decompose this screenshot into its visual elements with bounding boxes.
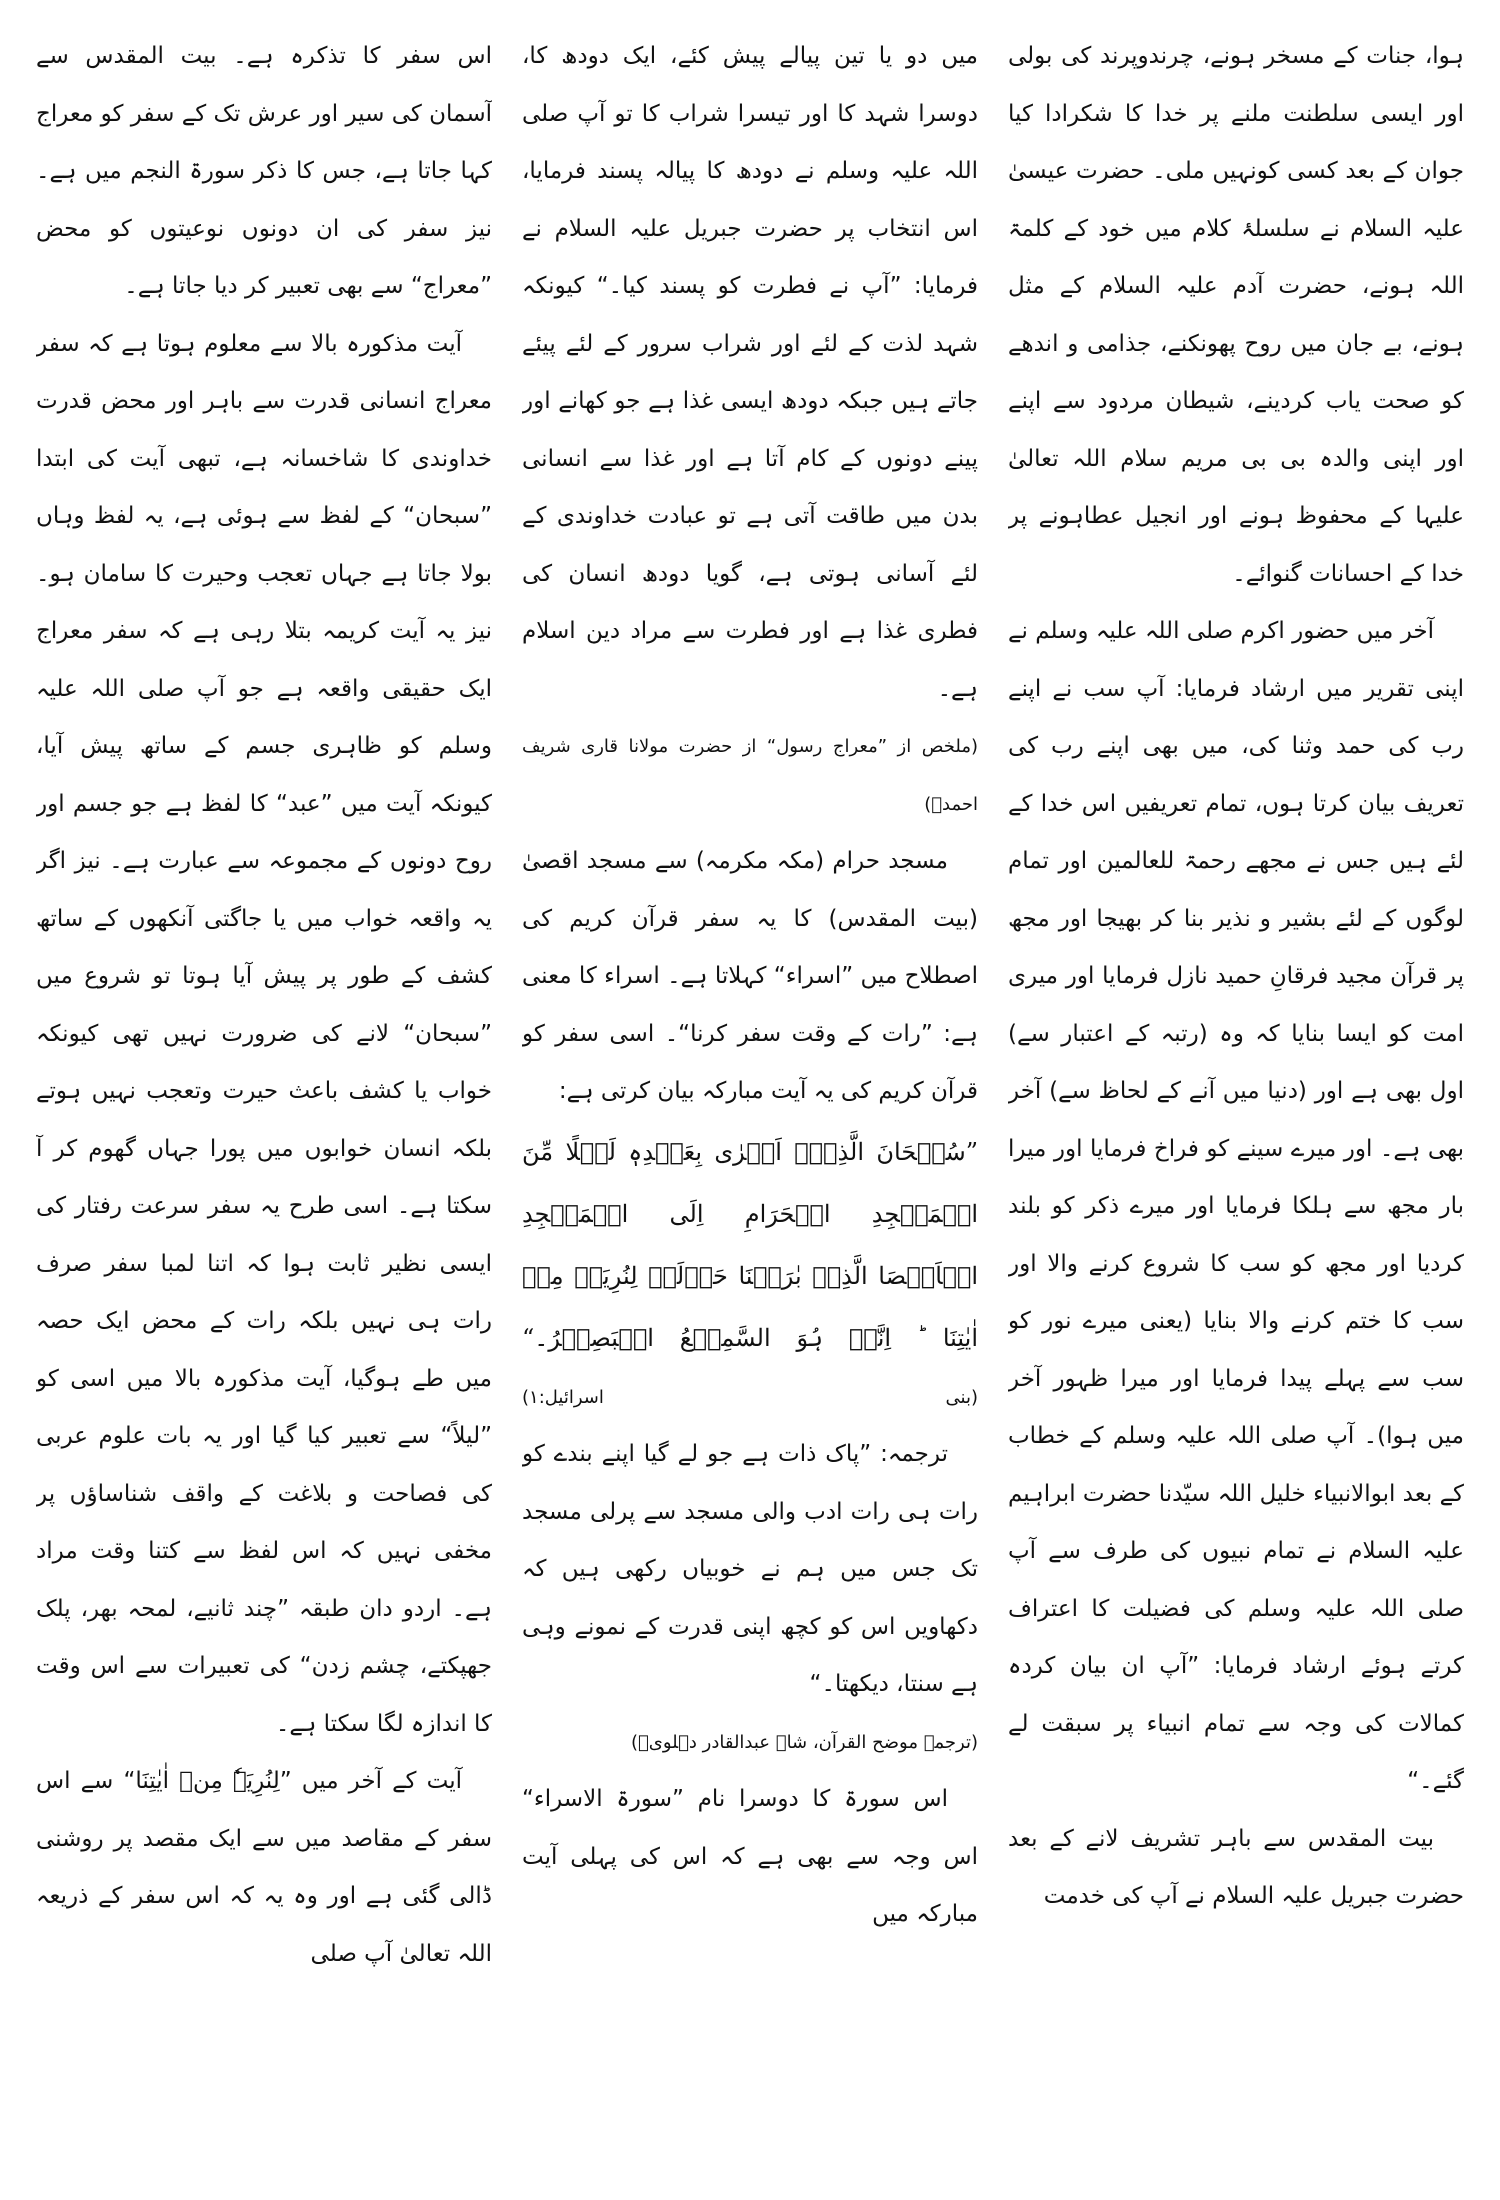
source-citation: (ملخص از ”معراج رسول“ از حضرت مولانا قاری شریف احمدؒ) [522,736,978,815]
paragraph: آیت کے آخر میں ”لِنُرِیَہٗ مِنۡ اٰیٰتِنَا“ سے اس سفر کے مقاصد میں سے ایک مقصد پر روشنی ڈالی گئی ہے اور وہ یہ کہ اس سفر کے ذریعہ اللہ تعالیٰ آپ صلی [36,1768,492,1967]
column-left [36,28,492,2178]
column-right [1008,28,1464,2178]
translation-citation: (ترجمہ موضح القرآن، شاہ عبدالقادر دہلویؒ) [630,1731,978,1753]
paragraph: ہوا، جنات کے مسخر ہونے، چرندوپرند کی بولی اور ایسی سلطنت ملنے پر خدا کا شکرادا کیا جوان کے بعد کسی کونہیں ملی۔ حضرت عیسیٰ علیہ السلام نے سلسلۂ کلام میں خود کے کلمۃ اللہ ہونے، حضرت آدم علیہ السلام کے مثل ہونے، بے جان میں روح پھونکنے، جذامی و اندھے کو صحت یاب کردینے، شیطان مردود سے اپنے اور اپنی والدہ بی بی مریم سلام اللہ تعالیٰ علیہا کے محفوظ ہونے اور انجیل عطاہونے پر خدا کے احسانات گنوائے۔ [1008,43,1464,587]
verse-translation: ترجمہ: ”پاک ذات ہے جو لے گیا اپنے بندے کو رات ہی رات ادب والی مسجد سے پرلی مسجد تک جس میں ہم نے خوبیاں رکھی ہیں کہ دکھاویں اس کو کچھ اپنی قدرت کے نمونے وہی ہے سنتا، دیکھتا۔“ [522,1441,978,1697]
verse-reference: (بنی اسرائیل:۱) [522,1386,978,1408]
paragraph: اس سفر کا تذکرہ ہے۔ بیت المقدس سے آسمان کی سیر اور عرش تک کے سفر کو معراج کہا جاتا ہے، جس کا ذکر سورۃ النجم میں ہے۔ نیز سفر کی ان دونوں نوعیتوں کو محض ”معراج“ سے بھی تعبیر کر دیا جاتا ہے۔ [36,43,492,299]
quran-verse: ”سُبۡحَانَ الَّذِیۡۤ اَسۡرٰی بِعَبۡدِہٖ لَیۡلًا مِّنَ الۡمَسۡجِدِ الۡحَرَامِ اِلَی الۡمَسۡجِدِ الۡاَقۡصَا الَّذِیۡ بٰرَکۡنَا حَوۡلَہٗ لِنُرِیَہٗ مِنۡ اٰیٰتِنَا ؕ اِنَّہٗ ہُوَ السَّمِیۡعُ الۡبَصِیۡرُ۔“ [522,1137,978,1352]
paragraph: میں دو یا تین پیالے پیش کئے، ایک دودھ کا، دوسرا شہد کا اور تیسرا شراب کا تو آپ صلی اللہ علیہ وسلم نے دودھ کا پیالہ پسند فرمایا، اس انتخاب پر حضرت جبریل علیہ السلام نے فرمایا: ”آپ نے فطرت کو پسند کیا۔“ کیونکہ شہد لذت کے لئے اور شراب سرور کے لئے پیئے جاتے ہیں جبکہ دودھ ایسی غذا ہے جو کھانے اور پینے دونوں کے کام آتا ہے اور غذا سے انسانی بدن میں طاقت آتی ہے تو عبادت خداوندی کے لئے آسانی ہوتی ہے، گویا دودھ انسان کی فطری غذا ہے اور فطرت سے مراد دین اسلام ہے۔ [522,43,978,702]
paragraph: بیت المقدس سے باہر تشریف لانے کے بعد حضرت جبریل علیہ السلام نے آپ کی خدمت [1008,1825,1464,1909]
paragraph: اس سورۃ کا دوسرا نام ”سورۃ الاسراء“ اس وجہ سے بھی ہے کہ اس کی پہلی آیت مبارکہ میں [522,1786,978,1927]
column-middle [522,28,978,2178]
paragraph: آیت مذکورہ بالا سے معلوم ہوتا ہے کہ سفر معراج انسانی قدرت سے باہر اور محض قدرت خداوندی کا شاخسانہ ہے، تبھی آیت کی ابتدا ”سبحان“ کے لفظ سے ہوئی ہے، یہ لفظ وہاں بولا جاتا ہے جہاں تعجب وحیرت کا سامان ہو۔ نیز یہ آیت کریمہ بتلا رہی ہے کہ سفر معراج ایک حقیقی واقعہ ہے جو آپ صلی اللہ علیہ وسلم کو ظاہری جسم کے ساتھ پیش آیا، کیونکہ آیت میں ”عبد“ کا لفظ ہے جو جسم اور روح دونوں کے مجموعہ سے عبارت ہے۔ نیز اگر یہ واقعہ خواب میں یا جاگتی آنکھوں کے ساتھ کشف کے طور پر پیش آیا ہوتا تو شروع میں ”سبحان“ لانے کی ضرورت نہیں تھی کیونکہ خواب یا کشف باعث حیرت وتعجب نہیں ہوتے بلکہ انسان خوابوں میں پورا جہاں گھوم کر آ سکتا ہے۔ اسی طرح یہ سفر سرعت رفتار کی ایسی نظیر ثابت ہوا کہ اتنا لمبا سفر صرف رات ہی نہیں بلکہ رات کے محض ایک حصہ میں طے ہوگیا، آیت مذکورہ بالا میں اسی کو ”لیلاً“ سے تعبیر کیا گیا اور یہ بات علوم عربی کی فصاحت و بلاغت کے واقف شناساؤں پر مخفی نہیں کہ اس لفظ سے کتنا وقت مراد ہے۔ اردو دان طبقہ ”چند ثانیے، لمحہ بھر، پلک جھپکتے، چشم زدن“ کی تعبیرات سے اس وقت کا اندازہ لگا سکتا ہے۔ [36,330,492,1737]
paragraph: آخر میں حضور اکرم صلی اللہ علیہ وسلم نے اپنی تقریر میں ارشاد فرمایا: آپ سب نے اپنے رب کی حمد وثنا کی، میں بھی اپنے رب کی تعریف بیان کرتا ہوں، تمام تعریفیں اس خدا کے لئے ہیں جس نے مجھے رحمۃ للعالمین اور تمام لوگوں کے لئے بشیر و نذیر بنا کر بھیجا اور مجھ پر قرآن مجید فرقانِ حمید نازل فرمایا اور میری امت کو ایسا بنایا کہ وہ (رتبہ کے اعتبار سے) اول بھی ہے اور (دنیا میں آنے کے لحاظ سے) آخر بھی ہے۔ اور میرے سینے کو فراخ فرمایا اور میرا بار مجھ سے ہلکا فرمایا اور میرے ذکر کو بلند کردیا اور مجھ کو سب کا شروع کرنے والا اور سب کا ختم کرنے والا بنایا (یعنی میرے نور کو سب سے پہلے پیدا فرمایا اور میرا ظہور آخر میں ہوا)۔ آپ صلی اللہ علیہ وسلم کے خطاب کے بعد ابوالانبیاء خلیل اللہ سیّدنا حضرت ابراہیم علیہ السلام نے تمام نبیوں کی طرف سے آپ صلی اللہ علیہ وسلم کی فضیلت کا اعتراف کرتے ہوئے ارشاد فرمایا: ”آپ ان بیان کردہ کمالات کی وجہ سے تمام انبیاء پر سبقت لے گئے۔“ [1008,618,1464,1794]
paragraph: مسجد حرام (مکہ مکرمہ) سے مسجد اقصیٰ (بیت المقدس) کا یہ سفر قرآن کریم کی اصطلاح میں ”اسراء“ کہلاتا ہے۔ اسراء کا معنی ہے: ”رات کے وقت سفر کرنا“۔ اسی سفر کو قرآن کریم کی یہ آیت مبارکہ بیان کرتی ہے: [522,848,978,1104]
